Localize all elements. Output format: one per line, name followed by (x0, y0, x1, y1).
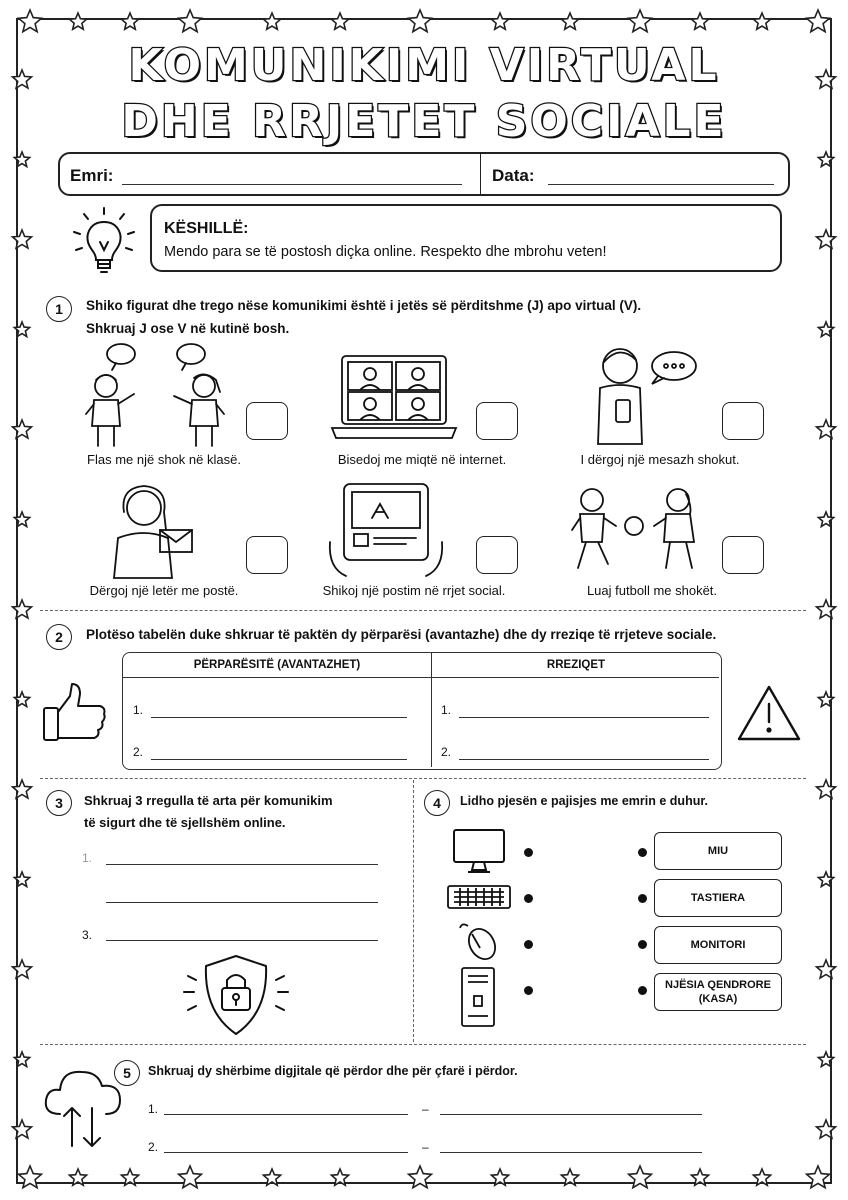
border-star (13, 1120, 32, 1138)
device-dot-1[interactable] (524, 848, 533, 857)
name-dot-2[interactable] (638, 894, 647, 903)
section-divider-3 (40, 1044, 806, 1045)
name-field[interactable] (122, 184, 462, 185)
section-divider-2 (40, 778, 806, 779)
border-star (409, 1166, 432, 1188)
border-star (817, 1120, 836, 1138)
border-star (818, 322, 833, 337)
kids-talking-illustration (76, 342, 236, 450)
answer-box-5[interactable] (476, 536, 518, 574)
rule-row-3-number: 3. (82, 928, 93, 942)
laptop-video-call-illustration (328, 352, 460, 442)
keyboard-icon (446, 884, 512, 912)
thumbs-up-icon (42, 682, 108, 744)
lightbulb-icon (64, 202, 144, 282)
border-star (818, 152, 833, 167)
answer-box-3[interactable] (722, 402, 764, 440)
service-row-2-separator: – (422, 1140, 429, 1154)
border-star (817, 780, 836, 798)
border-star (14, 322, 29, 337)
border-star (14, 1052, 29, 1067)
kids-playing-football-illustration (566, 486, 706, 576)
question-3-number: 3 (46, 790, 72, 816)
border-star (817, 230, 836, 248)
border-star (14, 512, 29, 527)
border-star (629, 10, 652, 32)
border-star (13, 600, 32, 618)
border-star (13, 420, 32, 438)
security-shield-lock-icon (180, 952, 292, 1038)
option-mouse[interactable]: MIU (654, 832, 782, 870)
border-star (13, 780, 32, 798)
border-star (491, 13, 508, 29)
cloud-upload-download-icon (42, 1066, 124, 1150)
border-star (13, 960, 32, 978)
mouse-icon (458, 922, 502, 962)
name-date-box (58, 152, 790, 196)
caption-2: Bisedoj me miqtë në internet. (337, 452, 507, 467)
border-star (121, 13, 138, 29)
question-5-text: Shkruaj dy shërbime digjitale që përdor dhe për çfarë i përdor. (148, 1064, 518, 1078)
question-2-number: 2 (46, 624, 72, 650)
border-star (691, 13, 708, 29)
caption-4: Dërgoj një letër me postë. (89, 583, 239, 598)
border-star (753, 1169, 770, 1185)
service-1-use-field[interactable] (440, 1114, 702, 1115)
service-row-1-separator: – (422, 1102, 429, 1116)
service-2-name-field[interactable] (164, 1152, 408, 1153)
computer-case-icon (458, 966, 498, 1028)
risk-row-1-number: 1. (441, 703, 452, 717)
border-star (19, 10, 42, 32)
girl-with-letter-illustration (104, 482, 204, 580)
advantage-row-1-number: 1. (133, 703, 144, 717)
risks-column-header: RREZIQET (546, 659, 606, 671)
question-3-text-line-2: të sigurt dhe të sjellshëm online. (84, 815, 286, 830)
name-dot-1[interactable] (638, 848, 647, 857)
date-label: Data: (492, 166, 535, 185)
name-dot-3[interactable] (638, 940, 647, 949)
answer-box-2[interactable] (476, 402, 518, 440)
border-star (807, 10, 830, 32)
device-dot-4[interactable] (524, 986, 533, 995)
option-monitor[interactable]: MONITORI (654, 926, 782, 964)
question-4-text: Lidho pjesën e pajisjes me emrin e duhur. (460, 794, 708, 808)
rule-row-1-number: 1. (82, 851, 93, 865)
border-star (818, 692, 833, 707)
device-dot-3[interactable] (524, 940, 533, 949)
border-star (561, 13, 578, 29)
advantage-1-field[interactable] (151, 717, 407, 718)
border-star (818, 872, 833, 887)
option-system-unit[interactable]: NJËSIA QENDRORE (KASA) (654, 973, 782, 1011)
border-star (409, 10, 432, 32)
question-4-number: 4 (424, 790, 450, 816)
question-1-text-line-2: Shkruaj J ose V në kutinë bosh. (86, 321, 290, 336)
section-vertical-divider (413, 780, 414, 1042)
question-1-text-line-1: Shiko figurat dhe trego nëse komunikimi është i jetës së përditshme (J) apo virtual (V). (86, 298, 642, 313)
caption-1: Flas me një shok në klasë. (87, 452, 241, 467)
rule-2-field[interactable] (106, 902, 378, 903)
service-1-name-field[interactable] (164, 1114, 408, 1115)
option-keyboard[interactable]: TASTIERA (654, 879, 782, 917)
border-star (179, 10, 202, 32)
answer-box-1[interactable] (246, 402, 288, 440)
border-star (817, 420, 836, 438)
border-star (121, 1169, 138, 1185)
border-star (817, 960, 836, 978)
caption-3: I dërgoj një mesazh shokut. (580, 452, 740, 467)
name-label: Emri: (70, 166, 114, 185)
border-star (561, 1169, 578, 1185)
border-star (491, 1169, 508, 1185)
border-star (817, 600, 836, 618)
monitor-icon (450, 828, 510, 874)
risk-1-field[interactable] (459, 717, 709, 718)
advantages-risks-table (122, 652, 722, 770)
border-star (629, 1166, 652, 1188)
advantage-2-field[interactable] (151, 759, 407, 760)
question-2-text: Plotëso tabelën duke shkruar të paktën dy përparësi (avantazhe) dhe dy rreziqe të rrjeteve sociale. (86, 627, 717, 642)
border-star (331, 13, 348, 29)
tablet-social-post-illustration (326, 482, 446, 578)
question-1-number: 1 (46, 296, 72, 322)
border-star (69, 13, 86, 29)
border-star (818, 512, 833, 527)
border-star (263, 1169, 280, 1185)
border-star (13, 230, 32, 248)
question-3-text-line-1: Shkruaj 3 rregulla të arta për komunikim (84, 793, 333, 808)
rule-1-field[interactable] (106, 864, 378, 865)
service-row-2-number: 2. (148, 1140, 159, 1154)
answer-box-6[interactable] (722, 536, 764, 574)
border-star (818, 1052, 833, 1067)
worksheet-title-line-1: KOMUNIKIMI VIRTUAL (128, 40, 720, 91)
advantages-column-header: PËRPARËSITË (AVANTAZHET) (193, 659, 361, 671)
name-date-divider (480, 154, 481, 194)
border-star (807, 1166, 830, 1188)
tip-box (150, 204, 782, 272)
boy-texting-illustration (594, 344, 704, 448)
border-star (14, 152, 29, 167)
caption-5: Shikoj një postim në rrjet social. (322, 583, 506, 598)
border-star (179, 1166, 202, 1188)
worksheet-title-line-2: DHE RRJETET SOCIALE (121, 96, 727, 147)
risk-2-field[interactable] (459, 759, 709, 760)
border-star (331, 1169, 348, 1185)
device-dot-2[interactable] (524, 894, 533, 903)
table-header-divider (123, 677, 719, 678)
border-star (69, 1169, 86, 1185)
border-star (263, 13, 280, 29)
date-field[interactable] (548, 184, 774, 185)
section-divider-1 (40, 610, 806, 611)
rule-3-field[interactable] (106, 940, 378, 941)
border-star (753, 13, 770, 29)
border-star (691, 1169, 708, 1185)
border-star (14, 692, 29, 707)
risk-row-2-number: 2. (441, 745, 452, 759)
answer-box-4[interactable] (246, 536, 288, 574)
border-star (19, 1166, 42, 1188)
border-star (14, 872, 29, 887)
service-2-use-field[interactable] (440, 1152, 702, 1153)
service-row-1-number: 1. (148, 1102, 159, 1116)
question-5-number: 5 (114, 1060, 140, 1086)
tip-text: Mendo para se të postosh diçka online. Respekto dhe mbrohu veten! (164, 244, 607, 260)
name-dot-4[interactable] (638, 986, 647, 995)
advantage-row-2-number: 2. (133, 745, 144, 759)
caption-6: Luaj futboll me shokët. (586, 583, 718, 598)
tip-heading: KËSHILLË: (164, 220, 249, 237)
warning-icon (736, 684, 802, 742)
